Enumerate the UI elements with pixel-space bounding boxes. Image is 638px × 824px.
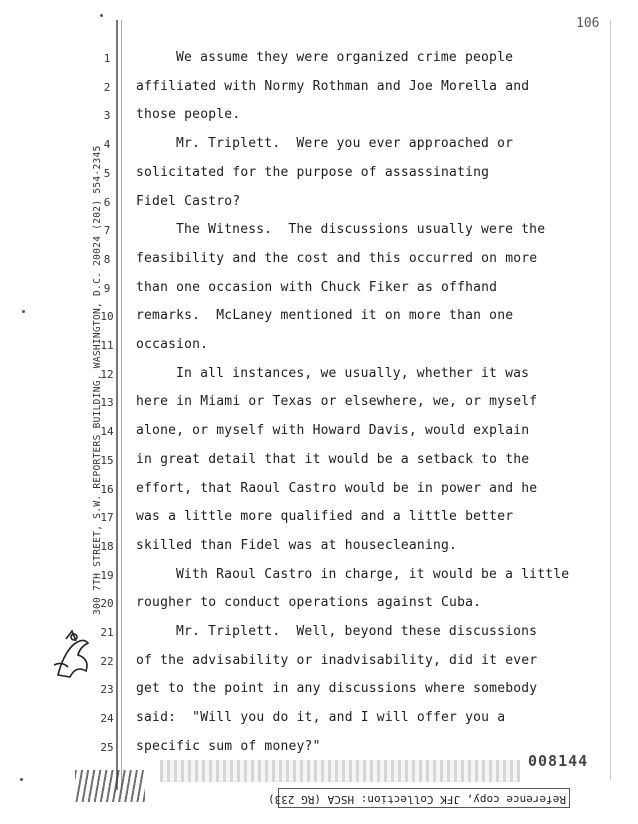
right-margin-rule — [610, 20, 611, 780]
line-number: 24 — [100, 712, 114, 726]
line-number: 11 — [100, 339, 114, 352]
transcript-line: those people. — [136, 107, 241, 123]
line-number: 25 — [100, 740, 114, 754]
transcript-line: Fidel Castro? — [136, 193, 241, 209]
transcript-line: here in Miami or Texas or elsewhere, we, or myself — [136, 394, 538, 410]
line-number: 16 — [100, 482, 114, 496]
transcript-line: said: "Will you do it, and I will offer you a — [136, 710, 506, 726]
footer-reference-text: Reference copy, JFK Collection: HSCA (RG 233) — [267, 793, 566, 806]
speck — [100, 14, 103, 17]
line-number: 9 — [103, 281, 111, 295]
transcript-line: The Witness. The discussions usually were the — [176, 222, 546, 238]
line-number: 15 — [100, 453, 114, 467]
speck — [20, 778, 23, 781]
line-number: 5 — [103, 166, 111, 180]
transcript-line: In all instances, we usually, whether it was — [176, 365, 530, 381]
left-margin-rule — [116, 20, 118, 790]
transcript-line: than one occasion with Chuck Fiker as offhand — [136, 279, 498, 295]
footer-stamp — [150, 788, 580, 808]
transcript-line: Mr. Triplett. Were you ever approached or — [176, 136, 514, 152]
smudge — [160, 760, 520, 782]
transcript-line: get to the point in any discussions where somebody — [136, 681, 538, 697]
transcript-line: was a little more qualified and a little better — [136, 509, 514, 525]
line-number: 1 — [103, 52, 111, 65]
transcript-line: alone, or myself with Howard Davis, would explain — [136, 423, 530, 439]
transcript-line: feasibility and the cost and this occurred on more — [136, 250, 538, 266]
line-number: 18 — [100, 539, 114, 553]
transcript-line: of the advisability or inadvisability, did it ever — [136, 652, 538, 668]
line-number: 13 — [100, 396, 114, 410]
page-number: 106 — [576, 16, 600, 31]
line-number: 23 — [100, 683, 114, 697]
line-number: 22 — [100, 654, 114, 668]
transcript-line: affiliated with Normy Rothman and Joe Morella and — [136, 78, 530, 94]
line-number: 10 — [100, 310, 114, 324]
transcript-line: skilled than Fidel was at housecleaning. — [136, 537, 458, 553]
line-number: 3 — [103, 109, 111, 123]
line-number: 12 — [100, 367, 114, 381]
transcript-line: in great detail that it would be a setback to the — [136, 451, 530, 467]
bottom-left-scribble — [75, 770, 145, 802]
line-number: 19 — [100, 568, 114, 582]
transcript-line: effort, that Raoul Castro would be in power and he — [136, 480, 538, 496]
line-number: 4 — [103, 138, 111, 152]
line-number: 17 — [100, 511, 114, 525]
line-number: 2 — [103, 80, 111, 94]
document-id: 008144 — [528, 752, 589, 770]
transcript-line: specific sum of money?" — [136, 738, 321, 754]
transcript-line: With Raoul Castro in charge, it would be a little — [176, 566, 570, 582]
line-number: 20 — [100, 597, 114, 611]
left-margin-rule-inner — [121, 20, 122, 790]
line-number: 8 — [103, 252, 111, 266]
speck — [22, 310, 25, 313]
transcript-line: We assume they were organized crime people — [176, 50, 514, 65]
reporter-address: 300 7TH STREET, S.W. REPORTERS BUILDING, WASHINGTON, D.C. 20024 (202) 554-2345 — [92, 145, 103, 615]
line-number: 7 — [103, 224, 111, 238]
line-number: 21 — [100, 626, 114, 639]
transcript-line: rougher to conduct operations against Cuba. — [136, 595, 482, 611]
transcript-line: remarks. McLaney mentioned it on more than one — [136, 308, 514, 324]
line-number: 14 — [100, 425, 114, 439]
transcript-line: occasion. — [136, 337, 209, 352]
transcript-line: solicitated for the purpose of assassinating — [136, 164, 490, 180]
line-number: 6 — [103, 195, 111, 209]
vertical-side-text — [80, 145, 103, 615]
transcript-line: Mr. Triplett. Well, beyond these discussions — [176, 624, 538, 639]
seal-stamp — [48, 625, 98, 685]
